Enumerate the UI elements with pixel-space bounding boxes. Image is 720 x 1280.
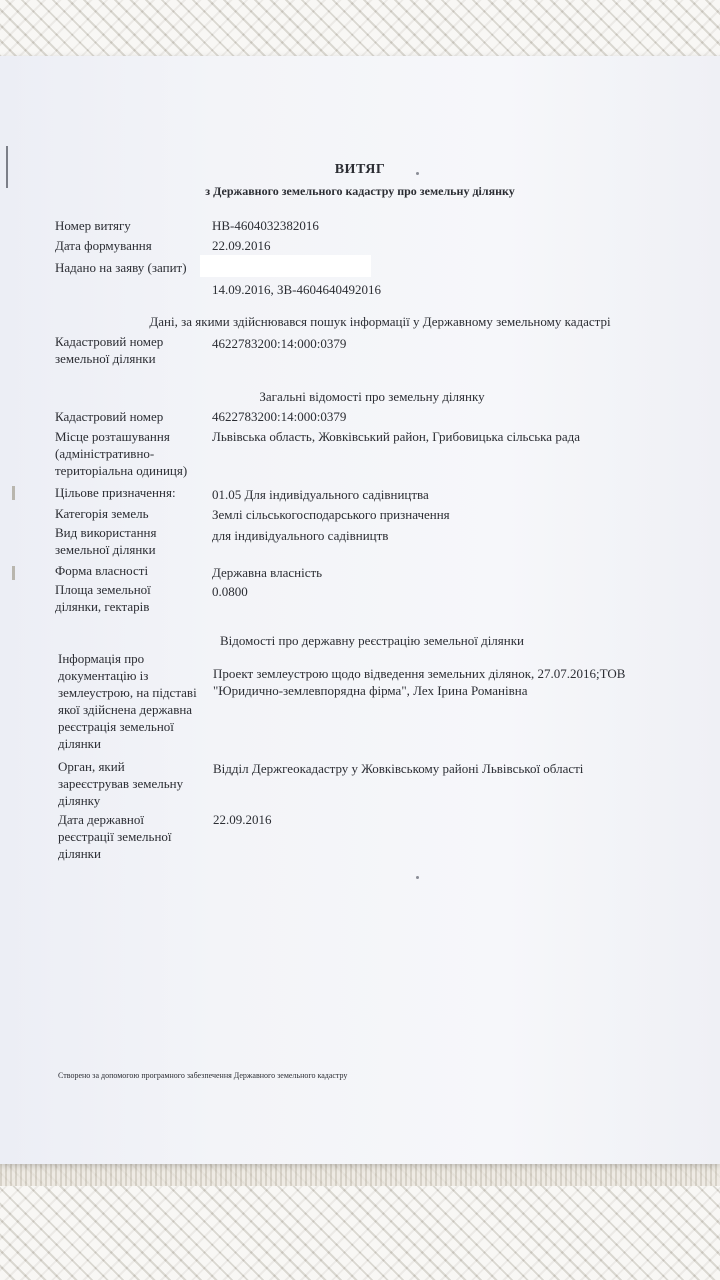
request-value: 14.09.2016, ЗВ-4604640492016	[212, 282, 382, 297]
purpose-label: Цільове призначення:	[55, 485, 176, 500]
location-value: Львівська область, Жовківський район, Грибовицька сільська рада	[212, 429, 580, 444]
document-footer: Створено за допомогою програмного забезпечення Державного земельного кадастру	[58, 1071, 348, 1080]
extract-number-label: Номер витягу	[55, 218, 131, 233]
registration-date-label: Дата державної реєстрації земельної ділянки	[58, 812, 172, 861]
document-subtitle: з Державного земельного кадастру про земельну ділянку	[205, 184, 515, 198]
search-section-heading: Дані, за якими здійснювався пошук інформації у Державному земельному кадастрі	[149, 314, 611, 329]
document-title: ВИТЯГ	[334, 162, 386, 177]
paper-speck	[416, 876, 419, 879]
extract-number-value: НВ-4604032382016	[212, 218, 319, 233]
search-cadastral-label: Кадастровий номер земельної ділянки	[55, 334, 164, 366]
redaction-box	[200, 255, 371, 277]
documentation-label: Інформація про документацію із землеустрою, на підставі якої здійснена державна реєстрація земельної ділянки	[58, 651, 197, 751]
area-value: 0.0800	[212, 584, 248, 599]
search-cadastral-value: 4622783200:14:000:0379	[212, 336, 347, 351]
area-label: Площа земельної ділянки, гектарів	[55, 582, 151, 614]
formation-date-label: Дата формування	[55, 238, 152, 253]
land-category-label: Категорія земель	[55, 506, 149, 521]
location-label: Місце розташування (адміністративно-територіальна одиниця)	[55, 429, 188, 478]
general-section-heading: Загальні відомості про земельну ділянку	[259, 389, 485, 404]
paper-stack-edge	[0, 1162, 720, 1186]
request-label: Надано на заяву (запит)	[55, 260, 187, 275]
documentation-value: Проект землеустрою щодо відведення земельних ділянок, 27.07.2016;ТОВ "Юридично-землевпорядна фірма", Лех Ірина Романівна	[213, 666, 626, 698]
staple-mark	[12, 566, 15, 580]
registration-section-heading: Відомості про державну реєстрацію земельної ділянки	[219, 633, 525, 648]
staple-mark	[12, 486, 15, 500]
cadastral-number-label: Кадастровий номер	[55, 409, 164, 424]
paper-speck	[416, 172, 419, 175]
cadastral-number-value: 4622783200:14:000:0379	[212, 409, 347, 424]
registration-date-value: 22.09.2016	[213, 812, 272, 827]
usage-type-label: Вид використання земельної ділянки	[55, 525, 157, 557]
registering-authority-label: Орган, який зареєстрував земельну ділянку	[58, 759, 184, 808]
purpose-value: 01.05 Для індивідуального садівництва	[212, 487, 429, 502]
registering-authority-value: Відділ Держгеокадастру у Жовківському районі Львівської області	[213, 761, 584, 776]
formation-date-value: 22.09.2016	[212, 238, 271, 253]
usage-type-value: для індивідуального садівництв	[212, 528, 389, 543]
ownership-form-label: Форма власності	[55, 563, 149, 578]
ownership-form-value: Державна власність	[212, 565, 323, 580]
land-category-value: Землі сільськогосподарського призначення	[212, 507, 450, 522]
